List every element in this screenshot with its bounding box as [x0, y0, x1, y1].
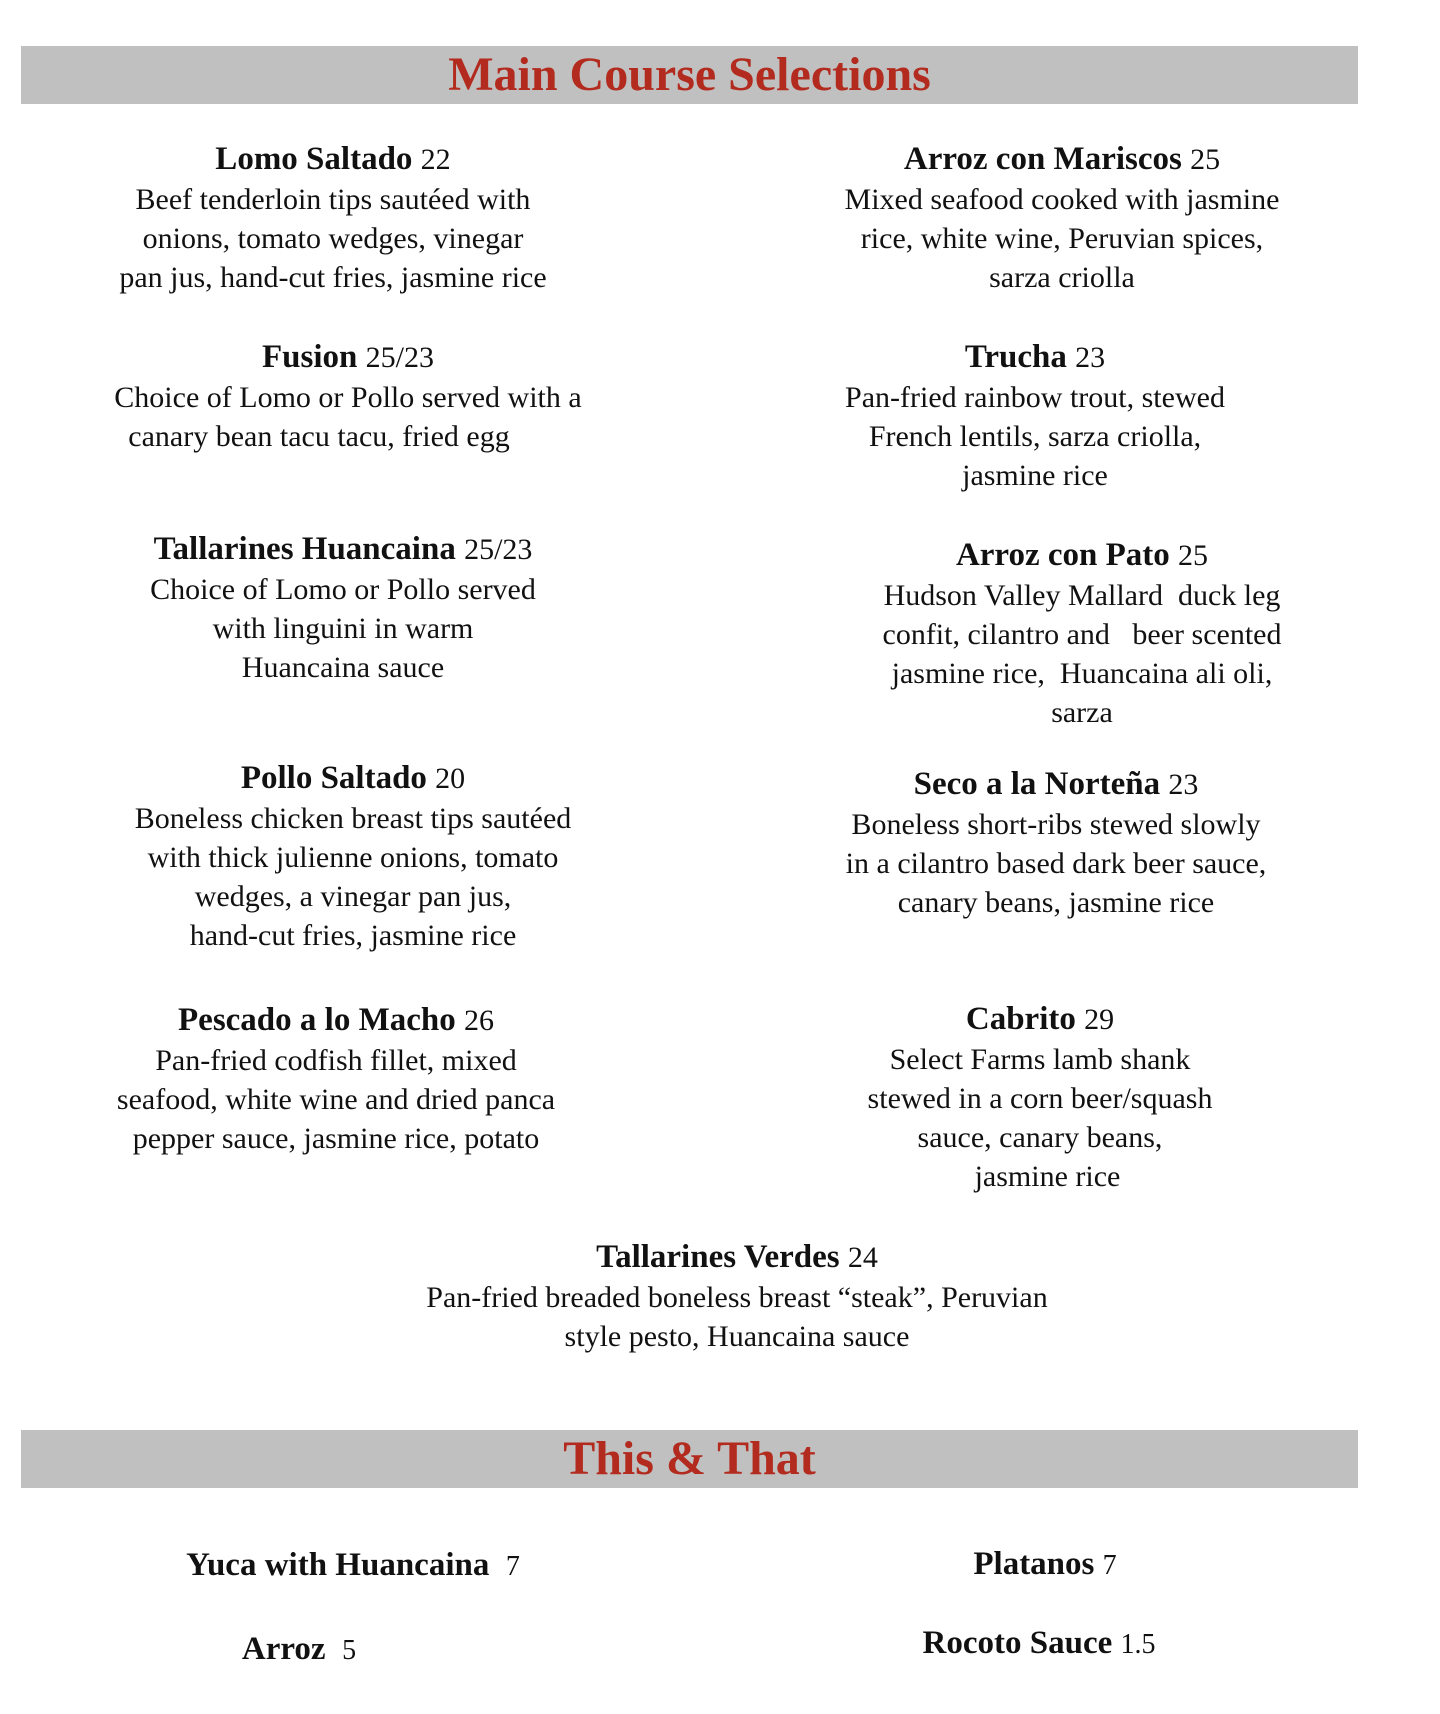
item-name: Arroz con Mariscos	[903, 141, 1182, 177]
item-price: 23	[1075, 341, 1106, 374]
item-desc-line: in a cilantro based dark beer sauce,	[845, 847, 1267, 880]
item-desc-line: Beef tenderloin tips sautéed with	[135, 183, 531, 216]
menu-item	[117, 1000, 555, 1158]
item-desc-line: pepper sauce, jasmine rice, potato	[132, 1122, 540, 1155]
side-price: 7	[505, 1551, 520, 1582]
item-desc-line: canary bean tacu tacu, fried egg	[128, 420, 510, 453]
item-desc-line: confit, cilantro and beer scented	[882, 618, 1282, 651]
item-desc-line: stewed in a corn beer/squash	[867, 1082, 1213, 1115]
item-desc-line: onions, tomato wedges, vinegar	[142, 222, 524, 255]
item-desc-line: jasmine rice	[959, 1160, 1121, 1193]
side-name: Yuca with Huancaina	[186, 1547, 490, 1583]
item-desc-line: Hudson Valley Mallard duck leg	[883, 579, 1281, 612]
item-desc-line: Choice of Lomo or Pollo served with a	[114, 381, 582, 414]
item-desc-line: sarza criolla	[989, 261, 1135, 294]
item-price: 20	[435, 762, 466, 795]
item-desc-line: pan jus, hand-cut fries, jasmine rice	[119, 261, 547, 294]
item-name: Lomo Saltado	[215, 141, 413, 177]
item-name: Arroz con Pato	[955, 537, 1170, 573]
menu-item	[846, 764, 1267, 922]
item-desc-line: Pan-fried breaded boneless breast “steak”, Peruvian	[426, 1281, 1048, 1314]
item-desc-line: Choice of Lomo or Pollo served	[150, 573, 536, 606]
item-name: Pollo Saltado	[240, 760, 427, 796]
sides-banner	[21, 1430, 1358, 1488]
item-desc-line: Boneless chicken breast tips sautéed	[134, 802, 572, 835]
item-desc-line: with linguini in warm	[212, 612, 474, 645]
main-course-banner	[21, 46, 1358, 104]
item-desc-line: Pan-fried codfish fillet, mixed	[155, 1044, 517, 1077]
item-desc-line: French lentils, sarza criolla,	[868, 420, 1202, 453]
item-desc-line: Select Farms lamb shank	[889, 1043, 1191, 1076]
item-name: Seco a la Norteña	[913, 766, 1161, 802]
item-desc-line: seafood, white wine and dried panca	[116, 1083, 556, 1116]
item-name: Fusion	[262, 339, 358, 375]
item-price: 26	[463, 1004, 494, 1037]
item-name: Pescado a lo Macho	[178, 1002, 456, 1038]
item-price: 22	[420, 143, 451, 176]
menu-item	[845, 337, 1225, 495]
side-price: 7	[1102, 1550, 1117, 1581]
menu-item	[119, 139, 546, 297]
item-price: 29	[1084, 1003, 1115, 1036]
item-desc-line: Boneless short-ribs stewed slowly	[851, 808, 1261, 841]
menu-item	[150, 529, 536, 687]
item-price: 25/23	[365, 341, 434, 374]
item-desc-line: canary beans, jasmine rice	[897, 886, 1215, 919]
side-name: Rocoto Sauce	[922, 1625, 1113, 1661]
item-price: 23	[1168, 768, 1199, 801]
item-name: Cabrito	[965, 1001, 1076, 1037]
item-desc-line: Mixed seafood cooked with jasmine	[844, 183, 1280, 216]
side-name: Platanos	[973, 1546, 1095, 1582]
side-item	[973, 1544, 1116, 1586]
menu-item	[883, 535, 1282, 732]
item-name: Tallarines Verdes	[596, 1239, 840, 1275]
side-price: 1.5	[1120, 1629, 1156, 1660]
item-price: 25	[1190, 143, 1221, 176]
side-name: Arroz	[241, 1631, 326, 1667]
item-price: 25/23	[464, 533, 533, 566]
item-desc-line: hand-cut fries, jasmine rice	[189, 919, 517, 952]
side-item	[186, 1545, 520, 1587]
item-desc-line: wedges, a vinegar pan jus,	[194, 880, 512, 913]
sides-title: This & That	[563, 1432, 816, 1485]
main-course-title: Main Course Selections	[448, 48, 931, 101]
item-desc-line: jasmine rice	[962, 459, 1108, 492]
item-desc-line: rice, white wine, Peruvian spices,	[860, 222, 1264, 255]
menu-item	[426, 1237, 1047, 1356]
item-desc-line: sauce, canary beans,	[917, 1121, 1163, 1154]
item-name: Tallarines Huancaina	[153, 531, 456, 567]
item-desc-line: jasmine rice, Huancaina ali oli,	[891, 657, 1273, 690]
item-desc-line: style pesto, Huancaina sauce	[564, 1320, 910, 1353]
item-price: 25	[1178, 539, 1209, 572]
item-desc-line: sarza	[1051, 696, 1113, 729]
menu-item	[845, 139, 1280, 297]
menu-item	[114, 337, 581, 456]
side-item	[923, 1623, 1156, 1665]
item-desc-line: Huancaina sauce	[241, 651, 445, 684]
menu-item	[135, 758, 572, 955]
item-price: 24	[847, 1241, 878, 1274]
side-item	[242, 1629, 356, 1671]
menu-item	[868, 999, 1213, 1196]
item-desc-line: with thick julienne onions, tomato	[147, 841, 559, 874]
item-desc-line: Pan-fried rainbow trout, stewed	[845, 381, 1225, 414]
item-name: Trucha	[964, 339, 1067, 375]
side-price: 5	[342, 1635, 357, 1666]
